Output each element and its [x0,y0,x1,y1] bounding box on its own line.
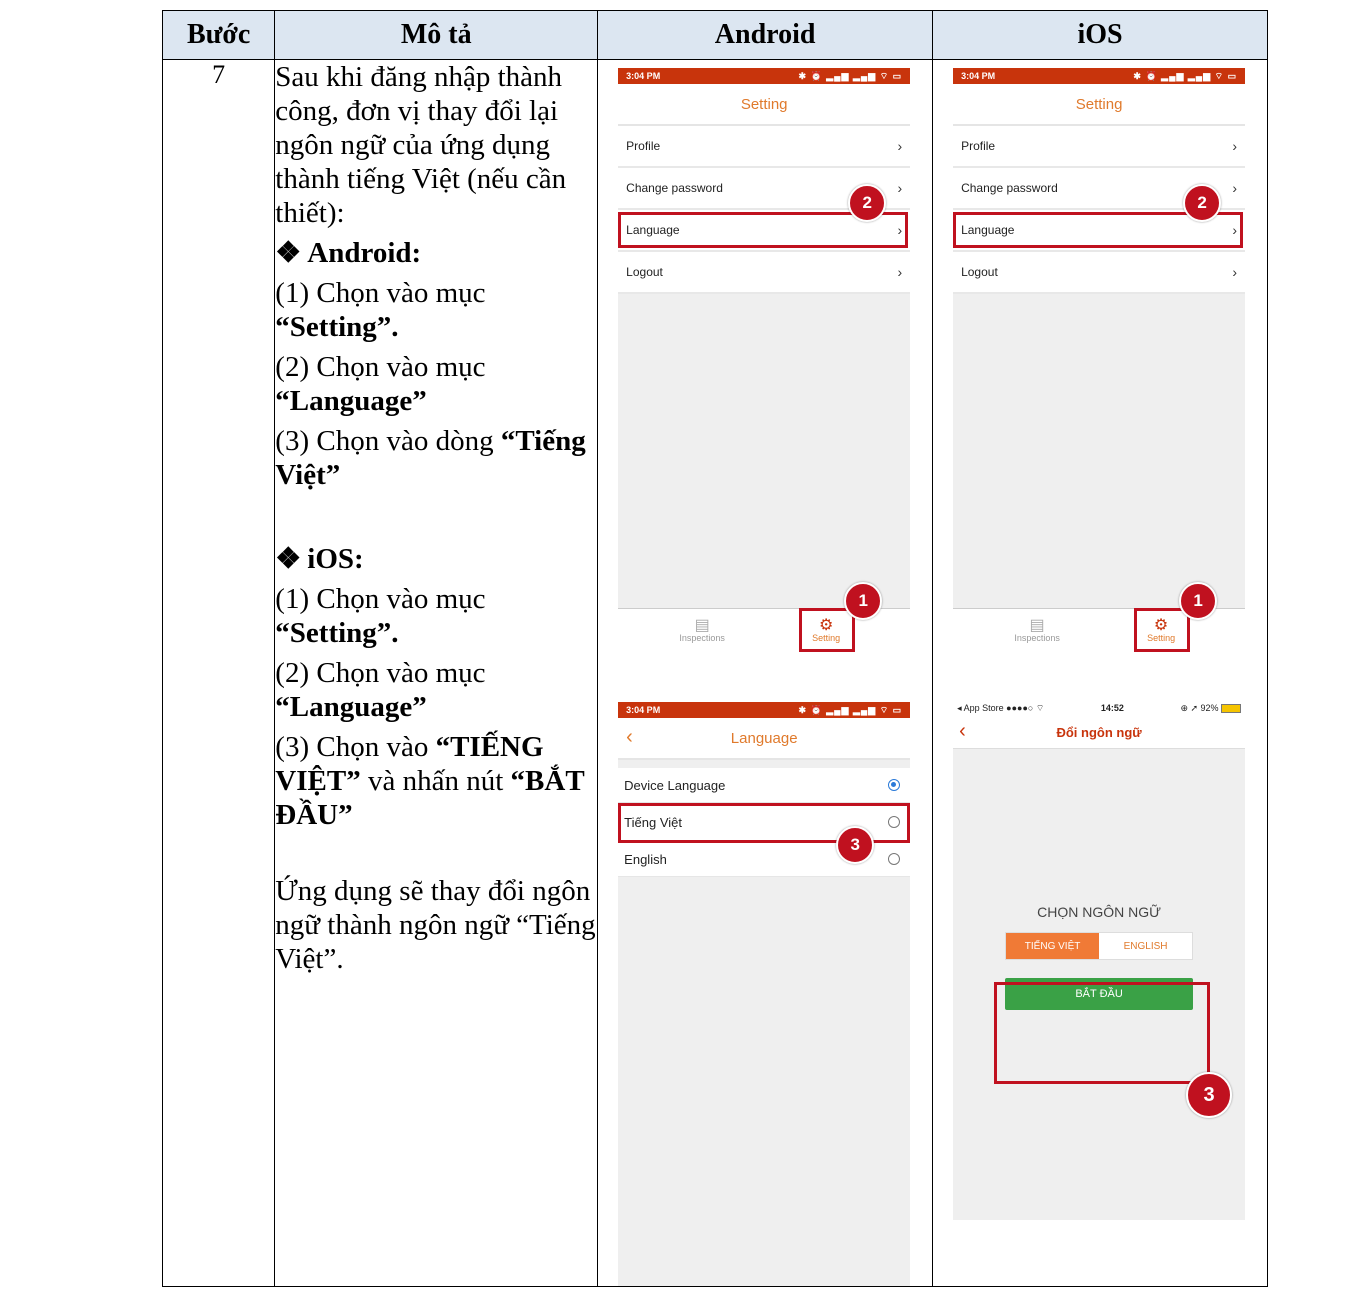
tab-inspections[interactable]: ▤ Inspections [672,615,732,643]
android-step-1: (1) Chọn vào mục “Setting”. [275,277,486,343]
back-arrow-icon[interactable]: ‹ [626,726,633,748]
status-bar: 3:04 PM ✱ ⏰ ▂▄▆ ▂▄▆ ⌔ ▭ [953,68,1245,84]
gear-icon: ⚙ [819,617,834,634]
chevron-right-icon: › [1232,180,1238,196]
settings-item-logout[interactable]: Logout › [618,252,910,294]
language-option-device[interactable]: Device Language [618,768,910,803]
language-segmented-control [1005,932,1193,960]
section-label: CHỌN NGÔN NGỮ [1037,904,1162,920]
chevron-right-icon: › [897,222,903,238]
settings-item-profile[interactable]: Profile › [618,126,910,168]
ios-language-screen [953,700,1245,1220]
start-button[interactable]: BẮT ĐẦU [1005,978,1193,1010]
settings-item-change-password[interactable]: Change password › [953,168,1245,210]
highlight-setting-tab [799,608,855,652]
screen-title: Setting [953,84,1245,126]
ios-heading: ❖ iOS: [275,543,364,575]
screen-title: Setting [618,84,910,126]
screen-title: ‹ Đổi ngôn ngữ [953,716,1245,749]
instruction-table [162,10,1268,1287]
outro-text: Ứng dụng sẽ thay đổi ngôn ngữ thành ngôn ngữ “Tiếng Việt”. [275,875,596,975]
header-ios: iOS [933,11,1268,60]
radio-icon[interactable] [888,853,900,865]
status-icons: ✱ ⏰ ▂▄▆ ▂▄▆ ⌔ ▭ [1133,70,1238,81]
back-arrow-icon[interactable]: ‹ [959,720,966,742]
battery-icon [1221,704,1241,713]
checklist-icon: ▤ [694,617,710,634]
android-step-2: (2) Chọn vào mục “Language” [275,351,486,417]
settings-item-profile[interactable]: Profile › [953,126,1245,168]
highlight-setting-tab [1134,608,1190,652]
android-language-screen [618,702,910,1286]
ios-settings-screen [953,68,1245,658]
android-step-3: (3) Chọn vào dòng “Tiếng Việt” [275,425,586,491]
android-cell [598,60,933,1287]
status-icons: ✱ ⏰ ▂▄▆ ▂▄▆ ⌔ ▭ [798,70,903,81]
chevron-right-icon: › [897,180,903,196]
screen-title: ‹ Language [618,718,910,760]
status-bar: 3:04 PM ✱ ⏰ ▂▄▆ ▂▄▆ ⌔ ▭ [618,702,910,718]
checklist-icon: ▤ [1029,617,1045,634]
segment-vietnamese[interactable]: TIẾNG VIỆT [1006,933,1099,959]
settings-item-language[interactable]: Language › [618,210,910,252]
status-icons: ✱ ⏰ ▂▄▆ ▂▄▆ ⌔ ▭ [798,704,903,715]
radio-selected-icon[interactable] [888,779,900,791]
gear-icon: ⚙ [1153,617,1169,634]
chevron-right-icon: › [1232,138,1238,154]
language-option-english[interactable]: English [618,842,910,877]
diamond-bullet-icon: ❖ [275,237,302,269]
tab-setting[interactable]: ⚙ Setting [1131,615,1191,643]
step-number: 7 [163,60,275,1287]
segment-english[interactable]: ENGLISH [1099,933,1192,959]
carrier: ◂ App Store ●●●●○ ⌔ [957,702,1045,713]
intro-text: Sau khi đăng nhập thành công, đơn vị thay đổi lại ngôn ngữ của ứng dụng thành tiếng Việt (nếu cần thiết): [275,61,567,229]
settings-item-language[interactable]: Language › [953,210,1245,252]
ios-step-3: (3) Chọn vào “TIẾNG VIỆT” và nhấn nút “BẮT ĐẦU” [275,731,585,831]
ios-status-bar [953,700,1245,716]
badge-2: 2 [1183,184,1221,222]
badge-1: 1 [844,582,882,620]
android-heading: ❖ Android: [275,237,422,269]
settings-item-logout[interactable]: Logout › [953,252,1245,294]
clock: 14:52 [1100,703,1124,713]
badge-3: 3 [1186,1072,1232,1118]
header-android: Android [598,11,933,60]
header-description: Mô tả [275,11,598,60]
chevron-right-icon: › [1232,264,1238,280]
settings-item-change-password[interactable]: Change password › [618,168,910,210]
tab-inspections[interactable]: ▤ Inspections [1007,615,1067,643]
badge-2: 2 [848,184,886,222]
description-cell [275,60,598,1287]
tab-setting[interactable]: ⚙ Setting [796,615,856,643]
badge-3: 3 [836,826,874,864]
header-step: Bước [163,11,275,60]
diamond-bullet-icon: ❖ [275,543,302,575]
ios-step-2: (2) Chọn vào mục “Language” [275,657,486,723]
status-bar: 3:04 PM ✱ ⏰ ▂▄▆ ▂▄▆ ⌔ ▭ [618,68,910,84]
ios-step-1: (1) Chọn vào mục “Setting”. [275,583,486,649]
android-settings-screen [618,68,910,658]
chevron-right-icon: › [897,264,903,280]
badge-1: 1 [1179,582,1217,620]
language-option-vietnamese[interactable]: Tiếng Việt [618,803,910,842]
chevron-right-icon: › [1232,222,1238,238]
ios-cell [933,60,1268,1287]
chevron-right-icon: › [897,138,903,154]
highlight-language-choice [994,982,1210,1084]
battery: ⊕ ➚ 92% [1180,703,1241,714]
